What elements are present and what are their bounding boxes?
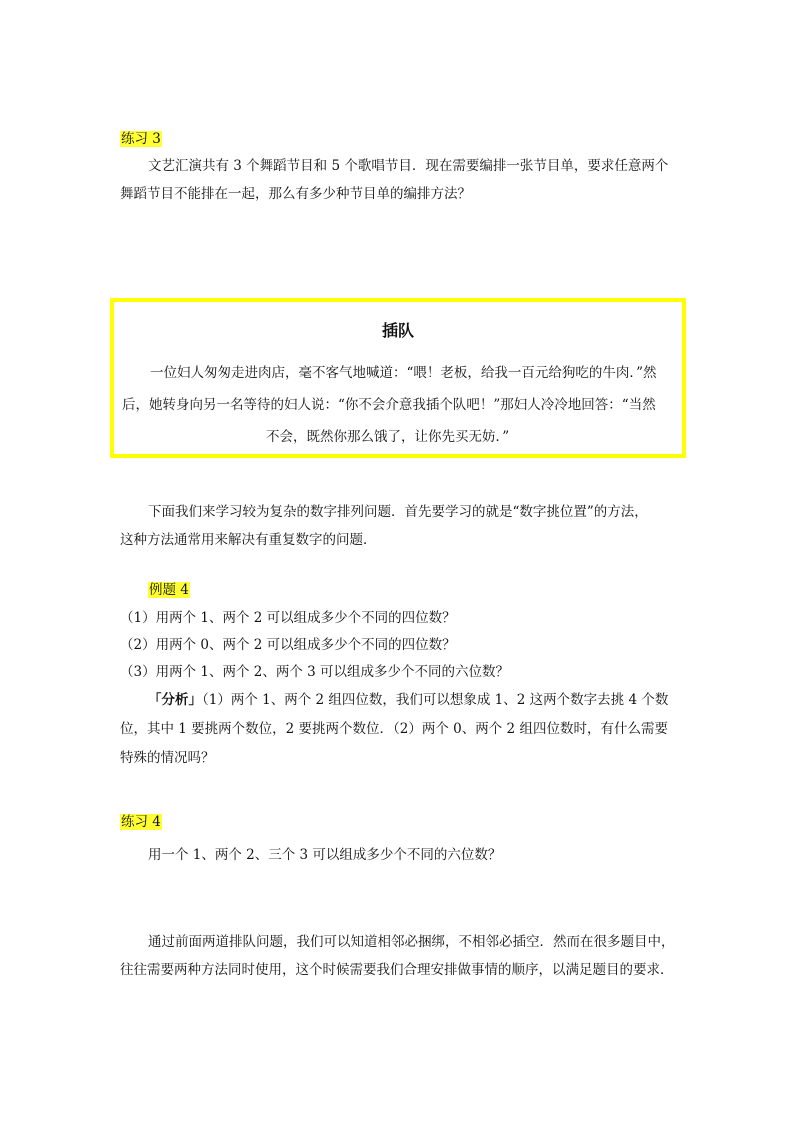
exercise-3-label: 练习 3 — [121, 131, 161, 147]
closing-line-2: 往往需要两种方法同时使用，这个时候需要我们合理安排做事情的顺序，以满足题目的要求． — [120, 962, 674, 978]
example-4-label: 例题 4 — [149, 582, 189, 598]
example-4-question-3: （3）用两个 1、两个 2、两个 3 可以组成多少个不同的六位数？ — [120, 664, 510, 680]
analysis-line-3: 特殊的情况吗？ — [120, 750, 215, 766]
exercise-4-text-line-1: 用一个 1、两个 2、三个 3 可以组成多少个不同的六位数？ — [148, 847, 502, 863]
example-4-question-1: （1）用两个 1、两个 2 可以组成多少个不同的四位数？ — [120, 610, 456, 626]
analysis-line-2: 位，其中 1 要挑两个数位，2 要挑两个数位．（2）两个 0、两个 2 组四位数时，有什么需要 — [120, 721, 668, 737]
analysis-line-1 — [148, 690, 668, 710]
exercise-3-text-line-2: 舞蹈节目不能排在一起，那么有多少种节目单的编排方法？ — [120, 186, 471, 202]
story-line-2: 后，她转身向另一名等待的妇人说：“你不会介意我插个队吧！”那妇人冷冷地回答：“当然 — [122, 397, 656, 413]
example-4-question-2: （2）用两个 0、两个 2 可以组成多少个不同的四位数？ — [120, 637, 456, 653]
story-line-3: 不会，既然你那么饿了，让你先买无妨．” — [266, 429, 510, 445]
analysis-tag: 「分析」 — [148, 692, 202, 708]
closing-line-1: 通过前面两道排队问题，我们可以知道相邻必捆绑，不相邻必插空．然而在很多题目中， — [148, 934, 675, 950]
story-title: 插队 — [381, 321, 414, 340]
exercise-4-label: 练习 4 — [121, 814, 161, 830]
analysis-line-1-text: （1）两个 1、两个 2 组四位数，我们可以想象成 1、2 这两个数字去挑 4 个数 — [202, 692, 669, 708]
intro-line-1: 下面我们来学习较为复杂的数字排列问题．首先要学习的就是“数字挑位置”的方法， — [148, 504, 648, 520]
story-line-1: 一位妇人匆匆走进肉店，毫不客气地喊道：“喂！老板，给我一百元给狗吃的牛肉．”然 — [150, 365, 657, 381]
exercise-3-text-line-1: 文艺汇演共有 3 个舞蹈节目和 5 个歌唱节目．现在需要编排一张节目单，要求任意两个 — [148, 158, 669, 174]
intro-line-2: 这种方法通常用来解决有重复数字的问题． — [120, 532, 377, 548]
story-box — [110, 298, 686, 458]
